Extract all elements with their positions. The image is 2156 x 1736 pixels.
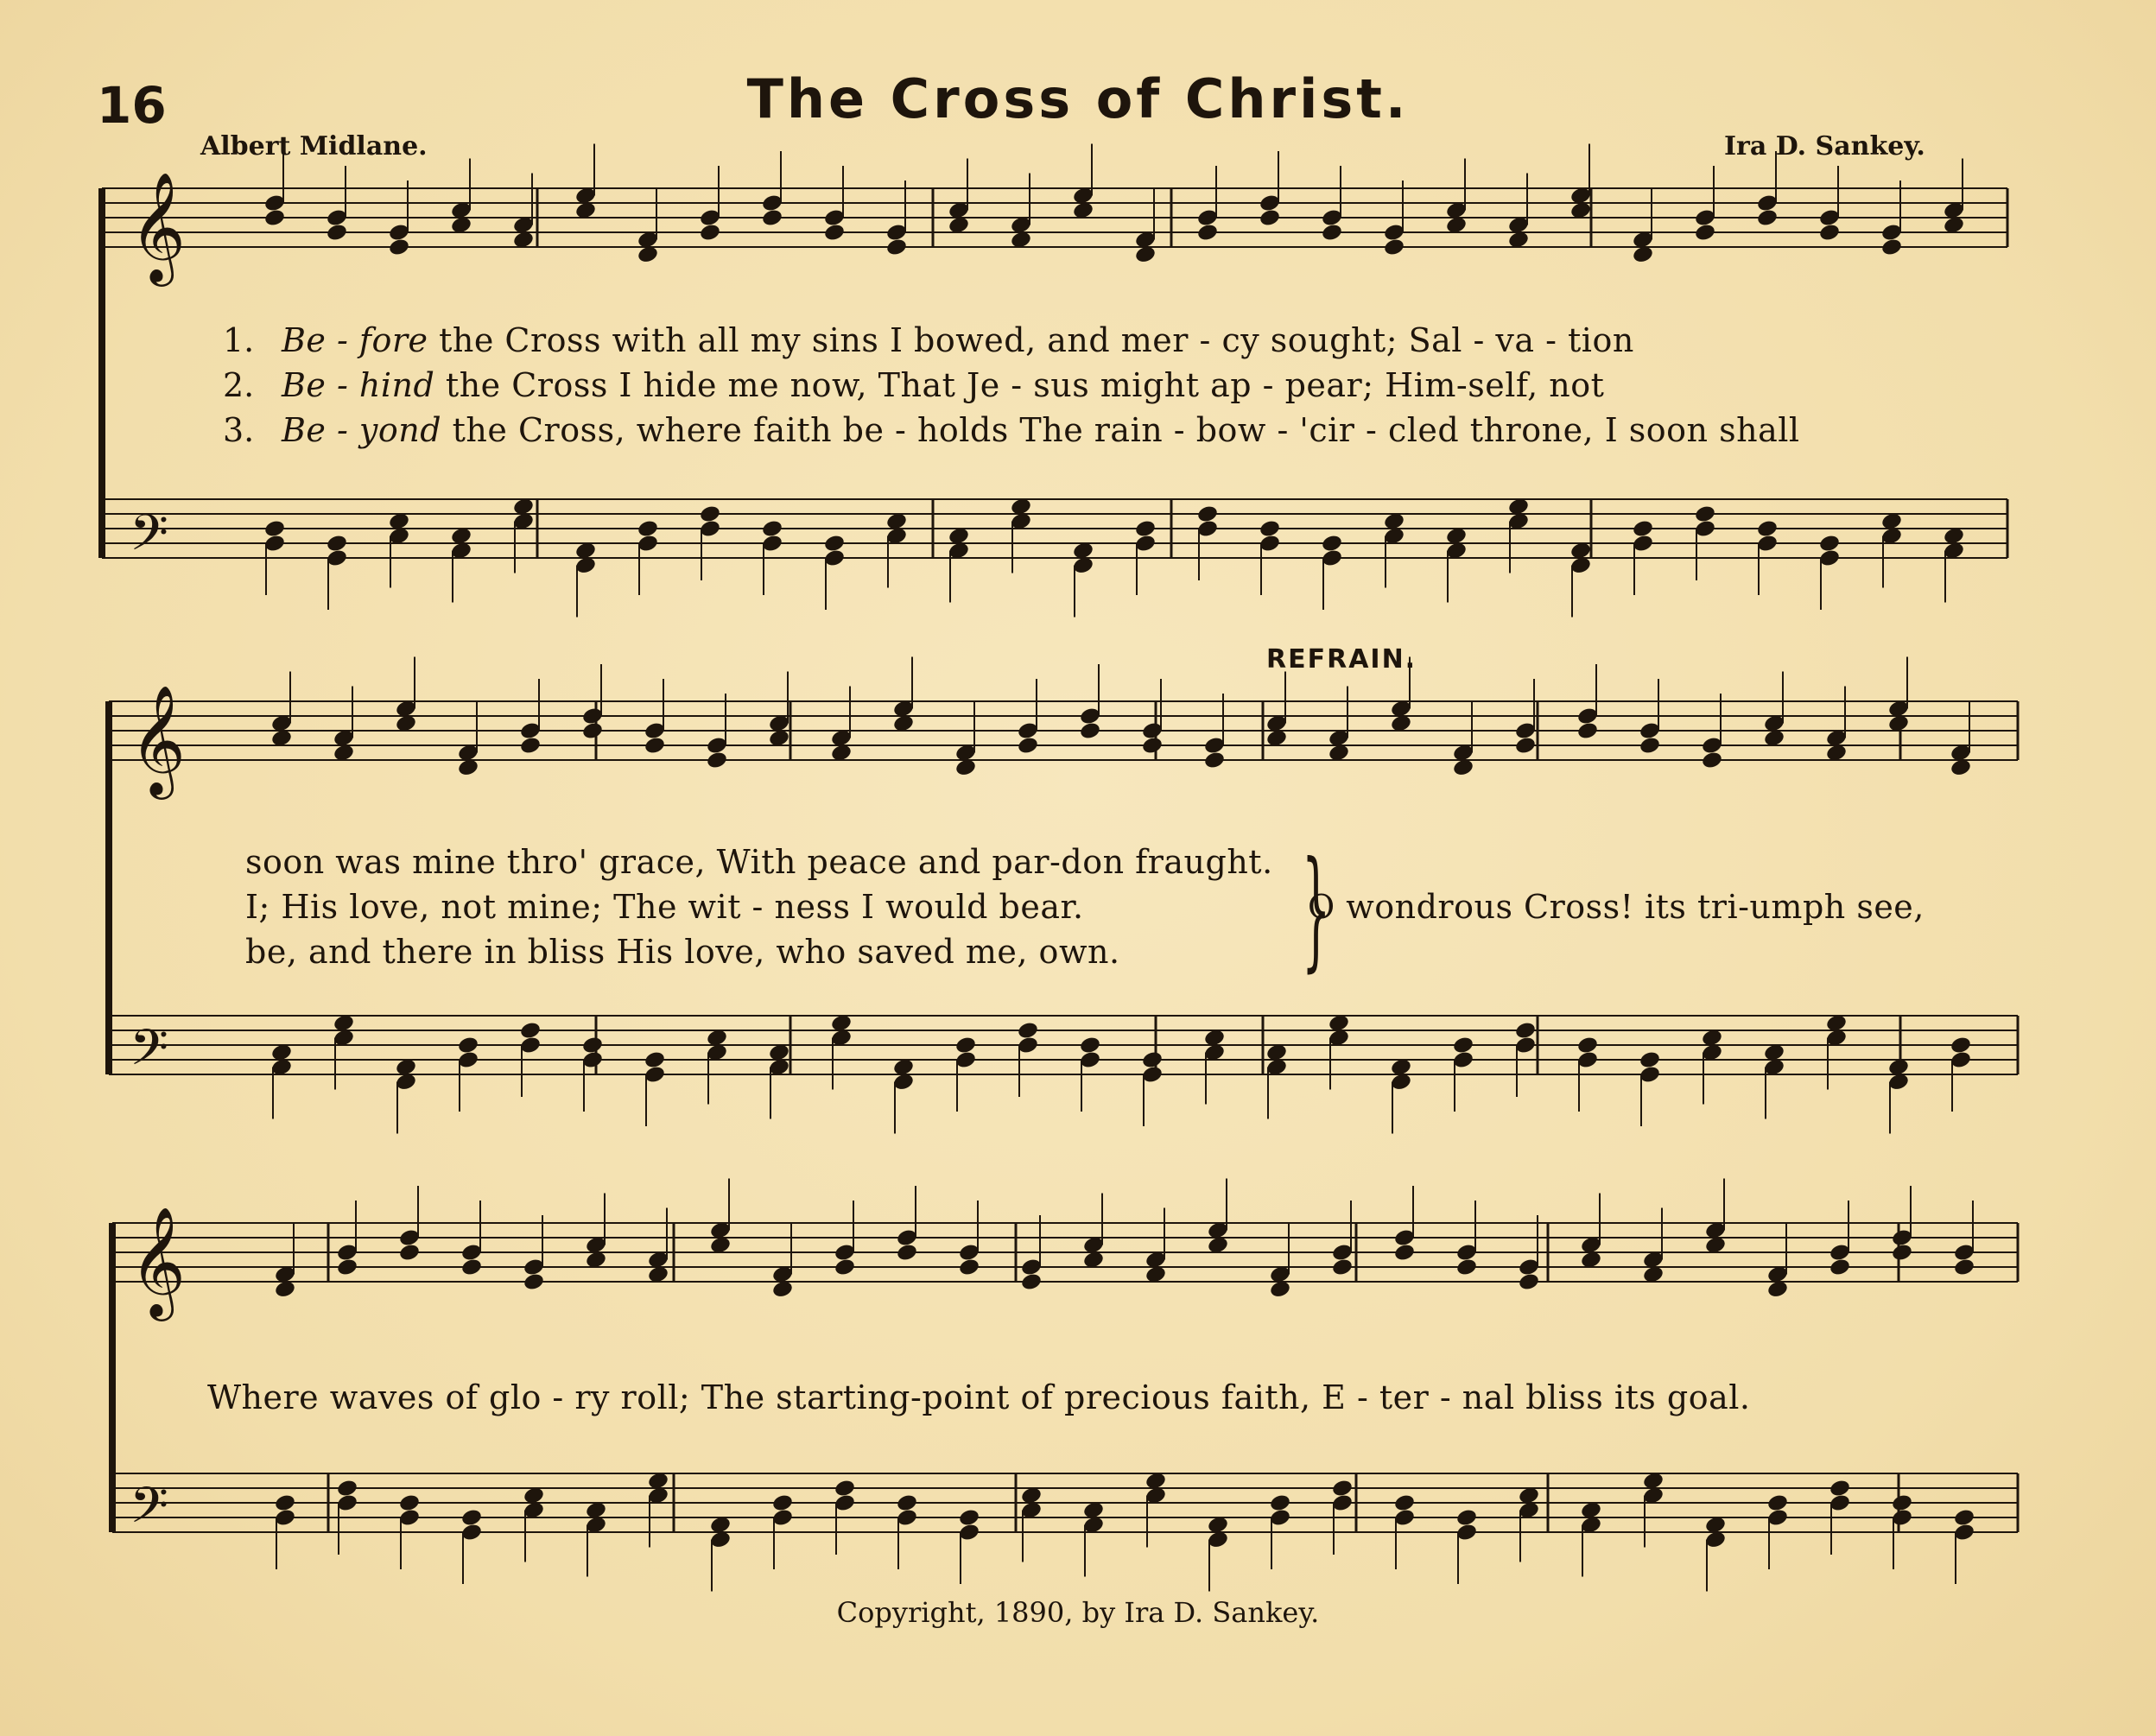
verse-2-italic: Be - hind — [282, 366, 435, 404]
verse-1-line-b: soon was mine thro' grace, With peace and par-don fraught. — [245, 843, 1273, 881]
verse-2-line-b: I; His love, not mine; The wit - ness I would bear. — [245, 888, 1084, 926]
copyright-notice: Copyright, 1890, by Ira D. Sankey. — [836, 1596, 1320, 1629]
bass-clef-icon: 𝄢 — [130, 504, 169, 574]
page-number: 16 — [97, 76, 167, 135]
bass-clef-icon: 𝄢 — [130, 1476, 169, 1547]
verse-2-line-a — [282, 366, 1604, 404]
hymn-title: The Cross of Christ. — [746, 67, 1410, 130]
verse-2-line-a-text: the Cross I hide me now, That Je - sus might ap - pear; Him-self, not — [434, 366, 1605, 404]
verse-number-3: 3. — [223, 411, 255, 449]
verse-number-2: 2. — [223, 366, 255, 404]
refrain-label: REFRAIN. — [1266, 644, 1417, 675]
verse-3-line-a-text: the Cross, where faith be - holds The rain - bow - 'cir - cled throne, I soon shall — [441, 411, 1800, 449]
staff-system-3 — [112, 1223, 2018, 1532]
verse-1-line-a-text: the Cross with all my sins I bowed, and mer - cy sought; Sal - va - tion — [428, 321, 1634, 359]
verse-brace: } — [1302, 834, 1331, 985]
composer-credit: Ira D. Sankey. — [1724, 131, 1925, 162]
treble-clef-icon: 𝄞 — [130, 684, 187, 795]
bass-clef-icon: 𝄢 — [130, 1018, 169, 1089]
verse-3-line-a — [282, 411, 1800, 449]
verse-1-line-a — [282, 321, 1634, 359]
refrain-line-a: O wondrous Cross! its tri-umph see, — [1308, 888, 1925, 926]
verse-1-italic: Be - fore — [282, 321, 428, 359]
treble-clef-icon: 𝄞 — [130, 171, 187, 282]
verse-3-italic: Be - yond — [282, 411, 442, 449]
verse-3-line-b: be, and there in bliss His love, who saved me, own. — [245, 933, 1120, 971]
refrain-line-b: Where waves of glo - ry roll; The starting-point of precious faith, E - ter - nal bliss its goal. — [207, 1378, 1751, 1416]
treble-clef-icon: 𝄞 — [130, 1206, 187, 1316]
verse-number-1: 1. — [223, 321, 255, 359]
lyricist-credit: Albert Midlane. — [200, 131, 428, 162]
